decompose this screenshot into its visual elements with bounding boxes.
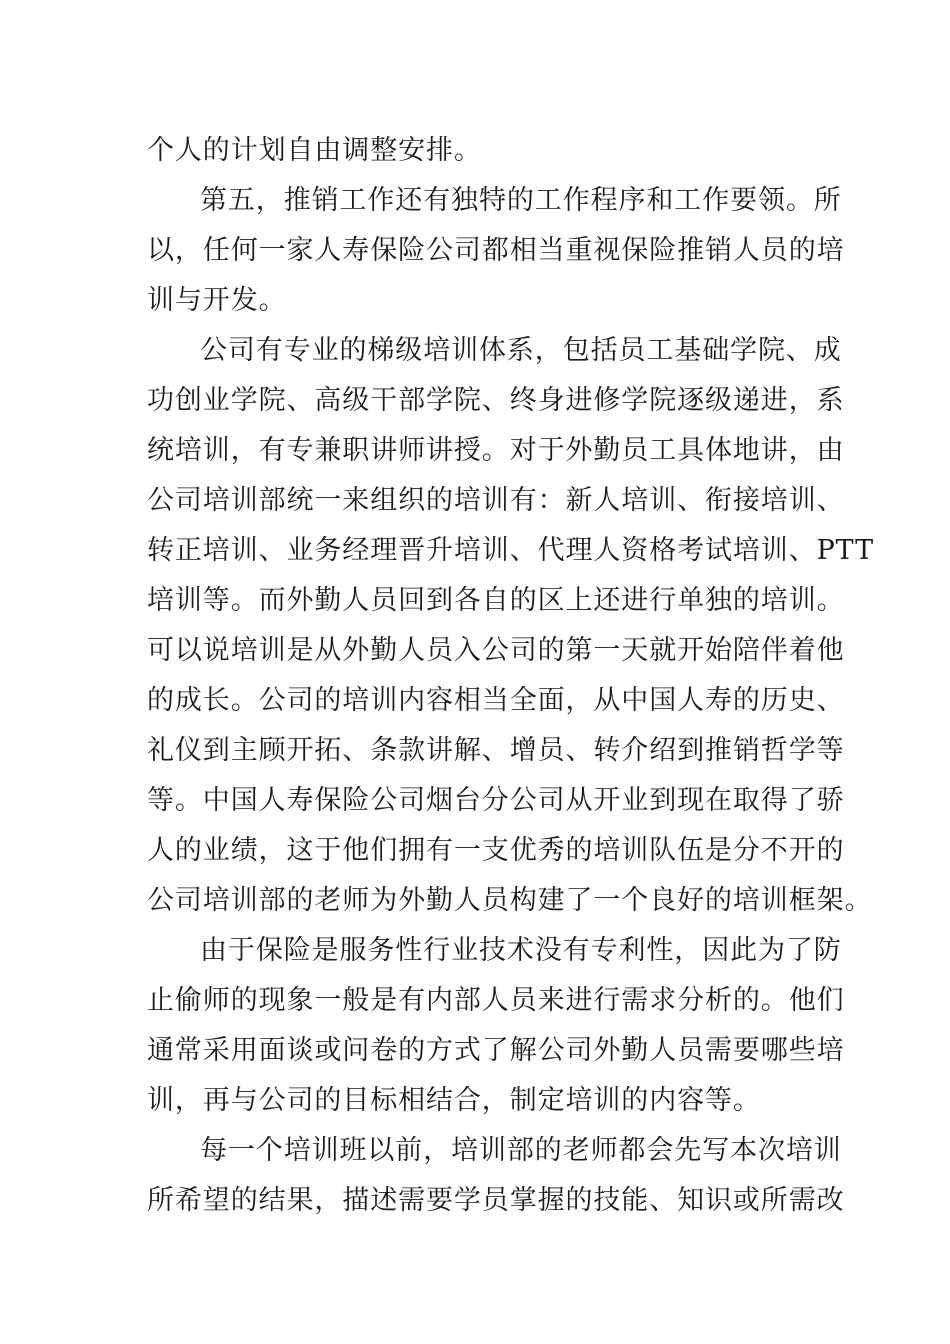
text-line: 以，任何一家人寿保险公司都相当重视保险推销人员的培 — [147, 235, 845, 266]
text-line: 可以说培训是从外勤人员入公司的第一天就开始陪伴着他 — [147, 635, 845, 666]
text-line: 公司培训部的老师为外勤人员构建了一个良好的培训框架。 — [147, 885, 873, 916]
text-line: 公司培训部统一来组织的培训有：新人培训、衔接培训、 — [147, 485, 845, 516]
text-line: 功创业学院、高级干部学院、终身进修学院逐级递进，系 — [147, 385, 845, 416]
text-line: 训，再与公司的目标相结合，制定培训的内容等。 — [147, 1085, 761, 1116]
text-line: 的成长。公司的培训内容相当全面，从中国人寿的历史、 — [147, 685, 845, 716]
text-line: 第五，推销工作还有独特的工作程序和工作要领。所 — [200, 185, 842, 216]
text-line: 每一个培训班以前，培训部的老师都会先写本次培训 — [200, 1135, 842, 1166]
text-line: 所希望的结果，描述需要学员掌握的技能、知识或所需改 — [147, 1185, 845, 1216]
text-line: 人的业绩，这于他们拥有一支优秀的培训队伍是分不开的 — [147, 835, 845, 866]
text-line: 训与开发。 — [147, 285, 287, 316]
text-line: 通常采用面谈或问卷的方式了解公司外勤人员需要哪些培 — [147, 1035, 845, 1066]
text-line: 统培训，有专兼职讲师讲授。对于外勤员工具体地讲，由 — [147, 435, 845, 466]
text-line: 转正培训、业务经理晋升培训、代理人资格考试培训、PTT — [147, 535, 874, 566]
text-line: 由于保险是服务性行业技术没有专利性，因此为了防 — [200, 935, 842, 966]
text-line: 个人的计划自由调整安排。 — [147, 135, 482, 166]
text-line: 培训等。而外勤人员回到各自的区上还进行单独的培训。 — [147, 585, 845, 616]
text-line: 礼仪到主顾开拓、条款讲解、增员、转介绍到推销哲学等 — [147, 735, 845, 766]
text-line: 止偷师的现象一般是有内部人员来进行需求分析的。他们 — [147, 985, 845, 1016]
text-line: 等。中国人寿保险公司烟台分公司从开业到现在取得了骄 — [147, 785, 845, 816]
text-line: 公司有专业的梯级培训体系，包括员工基础学院、成 — [200, 335, 842, 366]
